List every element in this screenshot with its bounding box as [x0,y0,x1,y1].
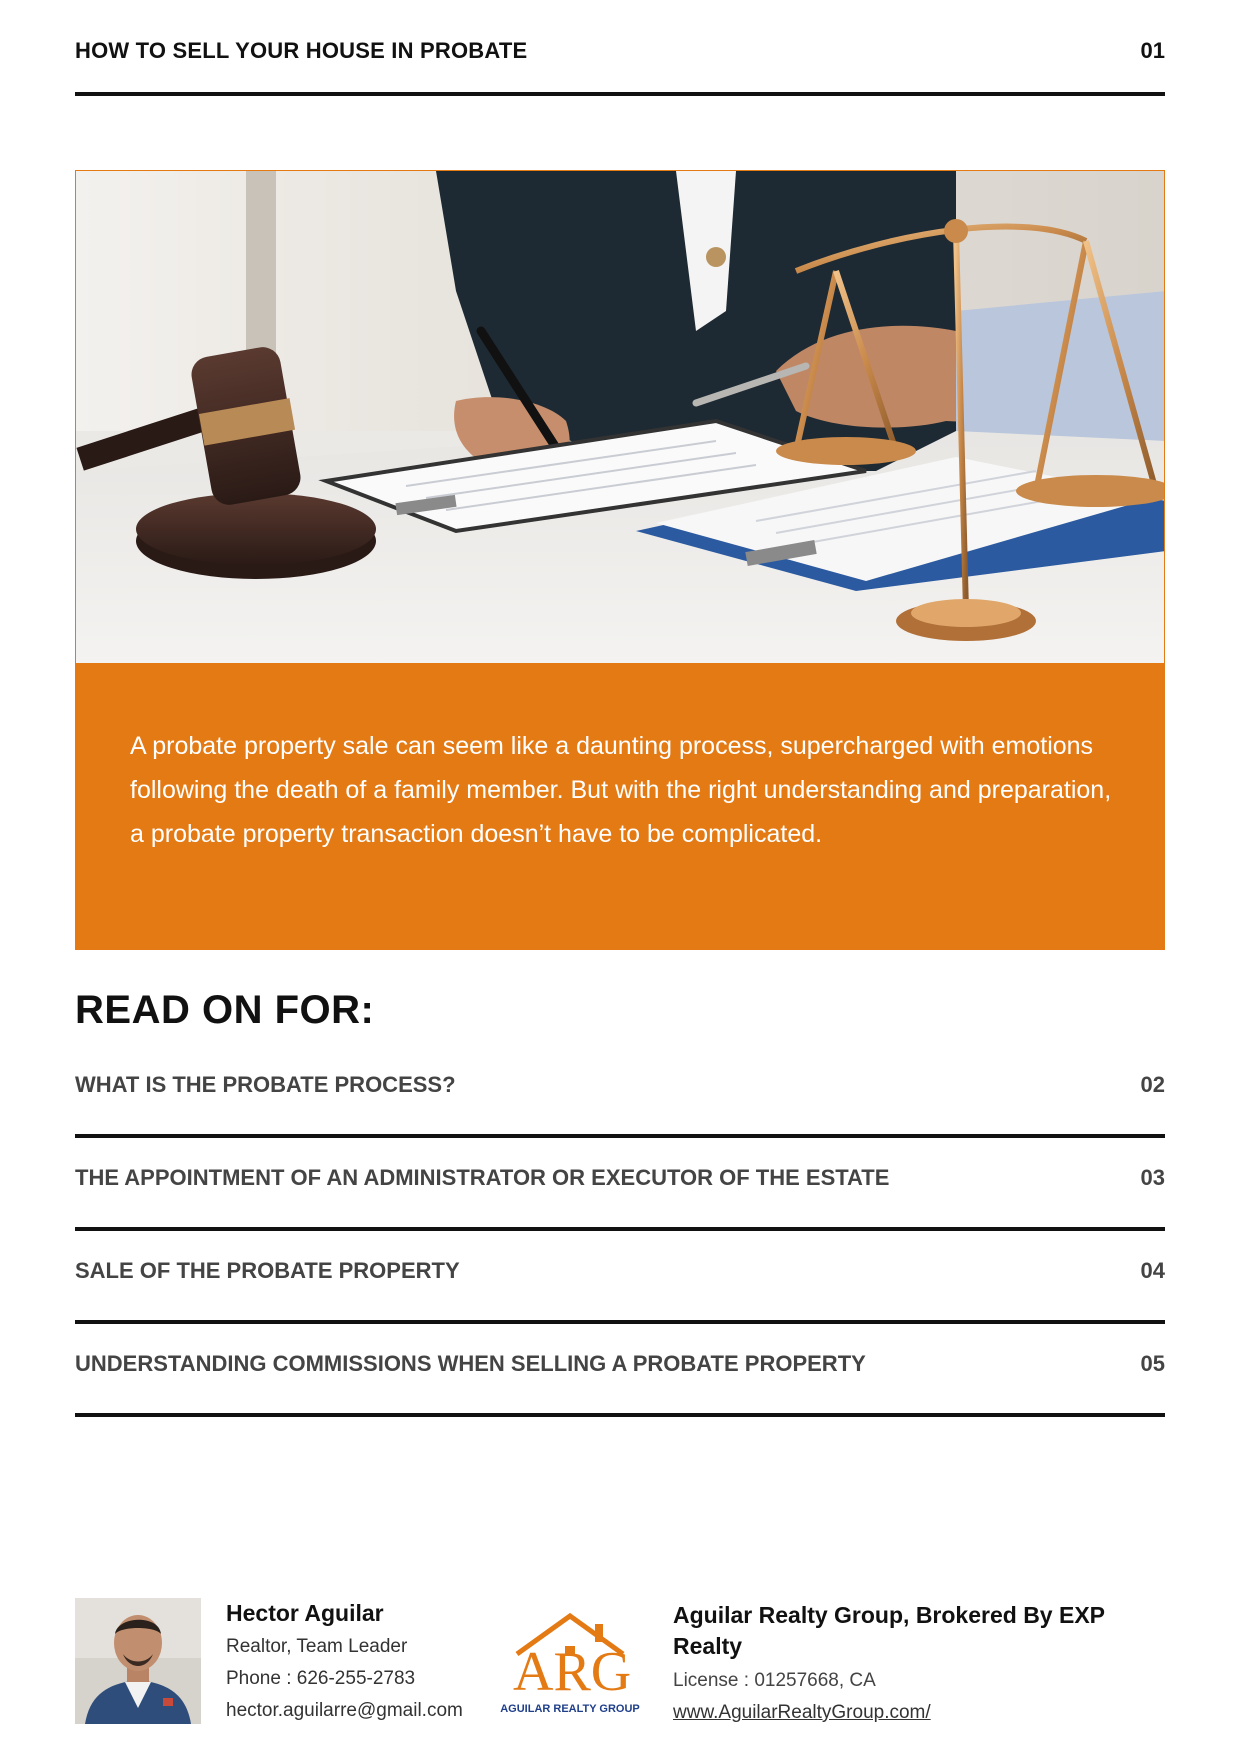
intro-panel [75,664,1165,950]
footer [75,1598,1165,1728]
page-number: 01 [1140,38,1165,63]
toc-item[interactable] [75,1324,1165,1417]
page-header [75,36,1165,96]
agent-role: Realtor, Team Leader [226,1636,408,1657]
company-name: Aguilar Realty Group, Brokered By EXP Realty [673,1602,1105,1659]
document-title: HOW TO SELL YOUR HOUSE IN PROBATE [75,38,528,63]
website-link[interactable]: www.AguilarRealtyGroup.com/ [673,1702,931,1723]
agent-phone[interactable]: Phone : 626-255-2783 [226,1668,416,1689]
toc-heading: READ ON FOR: [75,988,375,1032]
license-number: License : 01257668, CA [673,1670,876,1691]
toc-item-label: WHAT IS THE PROBATE PROCESS? [75,1072,456,1097]
toc-item-label: UNDERSTANDING COMMISSIONS WHEN SELLING A PROBATE PROPERTY [75,1351,866,1376]
toc-item-label: THE APPOINTMENT OF AN ADMINISTRATOR OR EXECUTOR OF THE ESTATE [75,1165,890,1190]
agent-email[interactable]: hector.aguilarre@gmail.com [226,1700,463,1721]
hero-image [75,170,1165,664]
agent-name: Hector Aguilar [226,1600,384,1626]
toc-item-label: SALE OF THE PROBATE PROPERTY [75,1258,460,1283]
toc-item-page: 03 [1140,1165,1165,1190]
toc-item-page: 04 [1140,1258,1165,1283]
toc-item[interactable] [75,1045,1165,1138]
toc-item-page: 05 [1140,1351,1165,1376]
company-logo [495,1610,645,1718]
toc-item[interactable] [75,1231,1165,1324]
agent-photo [75,1598,201,1724]
table-of-contents [75,1045,1165,1417]
intro-text: A probate property sale can seem like a daunting process, supercharged with emotions following the death of a family member. But with the right understanding and preparation, a probate property transaction doesn’t have to be complicated. [130,732,1112,848]
logo-initials: ARG [513,1641,632,1703]
legal-consultation-illustration [76,171,1165,664]
toc-item-page: 02 [1140,1072,1165,1097]
logo-caption: AGUILAR REALTY GROUP [500,1703,640,1715]
toc-item[interactable] [75,1138,1165,1231]
